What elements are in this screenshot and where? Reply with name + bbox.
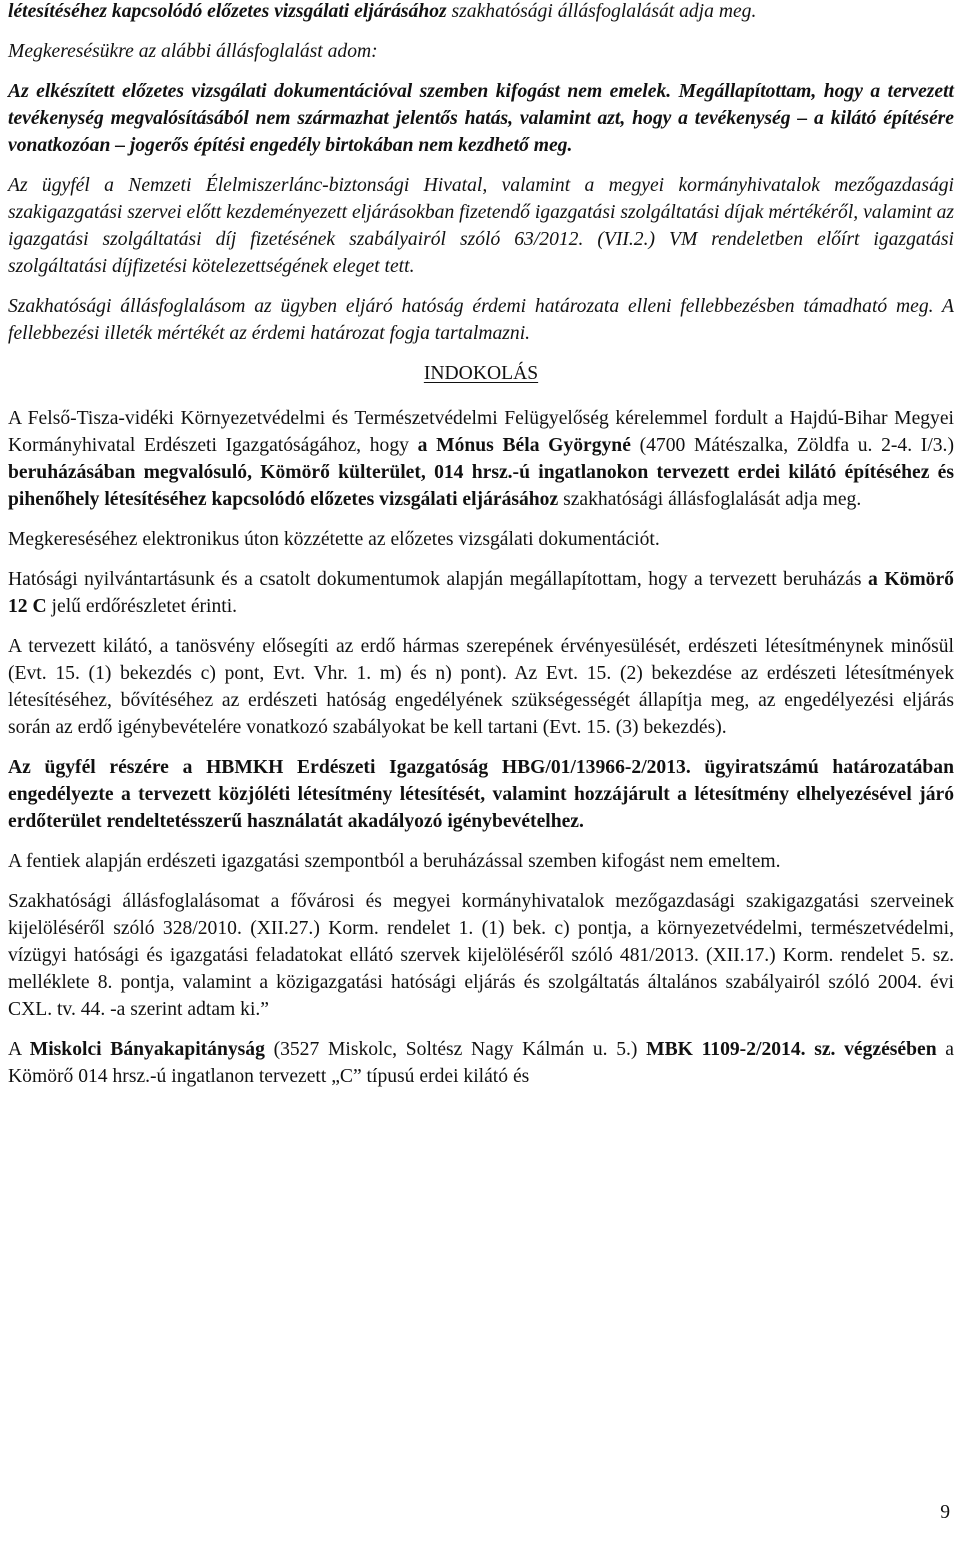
paragraph-decision: Az elkészített előzetes vizsgálati dokumentációval szemben kifogást nem emelek. Megállapítottam, hogy a tervezett tevékenység megvalósításából nem származhat jelentős hatás, valamint azt, hogy a tevékenység – a kilátó építésére vonatkozóan – jogerős építési engedély birtokában nem kezdhető meg.	[8, 81, 954, 156]
paragraph-authority: Szakhatósági állásfoglalásomat a fővárosi és megyei kormányhivatalok mezőgazdasági szakigazgatási szerveinek kijelöléséről szóló 328/2010. (XII.27.) Korm. rendelet 1. (1) bek. c) pontja, a környezetvédelmi, természetvédelmi, vízügyi hatósági és igazgatási feladatokat ellátó szervek kijelöléséről szóló 481/2013. (XII.17.) Korm. rendelet 5. sz. melléklete 8. pontja, valamint a közigazgatási hatósági eljárás és szolgáltatás általános szabályairól szóló 2004. évi CXL. tv. 44. -a szerint adtam ki.”	[8, 891, 954, 1020]
paragraph-mining-office	[8, 1036, 954, 1090]
mining-office-name: Miskolci Bányakapitányság	[29, 1039, 265, 1060]
paragraph-legal-basis: A tervezett kilátó, a tanösvény elősegíti az erdő hármas szerepének érvényesülését, erdészeti létesítménynek minősül (Evt. 15. (1) bekezdés c) pont, Evt. Vhr. 1. m) és n) pont). Az Evt. 15. (2) bekezdése az erdészeti létesítmények létesítéséhez, bővítéséhez az erdészeti hatóság engedélyének szükségességét állapítja meg, az engedélyezési eljárás során az erdő igénybevételére vonatkozó szabályokat be kell tartani (Evt. 15. (3) bekezdés).	[8, 636, 954, 738]
client-name: a Mónus Béla Györgyné	[417, 435, 631, 456]
mining-text-2: a Kömörő 014 hrsz.-ú ingatlanon tervezett „C” típusú erdei kilátó és	[8, 1039, 954, 1087]
paragraph-permit: Az ügyfél részére a HBMKH Erdészeti Igazgatóság HBG/01/13966-2/2013. ügyiratszámú határozatában engedélyezte a tervezett közjóléti létesítmény létesítését, valamint hozzájárult a létesítmény elhelyezésével járó erdőterület rendeltetésszerű használatát akadályozó igénybevételhez.	[8, 757, 954, 832]
paragraph-background	[8, 405, 954, 513]
paragraph-request-continuation	[8, 0, 954, 25]
section-heading	[8, 360, 954, 387]
paragraph-fee: Az ügyfél a Nemzeti Élelmiszerlánc-biztonsági Hivatal, valamint a megyei kormányhivatalok mezőgazdasági szakigazgatási szervei előtt kezdeményezett eljárásokban fizetendő igazgatási szolgáltatási díjak mértékéről, valamint az igazgatási szolgáltatási díj fizetésének szabályairól szóló 63/2012. (VII.2.) VM rendeletben előírt igazgatási szolgáltatási díjfizetési kötelezettségének eleget tett.	[8, 175, 954, 277]
project-description: beruházásában megvalósuló, Kömörő külterület, 014 hrsz.-ú ingatlanokon tervezett erdei kilátó építéséhez és pihenőhely létesítéséhez kapcsolódó előzetes vizsgálati eljárásához	[8, 462, 954, 510]
client-address: (4700 Mátészalka, Zöldfa u. 2-4. I/3.)	[630, 435, 954, 456]
background-text-1: A Felső-Tisza-vidéki Környezetvédelmi és Természetvédelmi Felügyelőség kérelemmel fordult a Hajdú-Bihar Megyei Kormányhivatal Erdészeti Igazgatóságához, hogy	[8, 408, 954, 456]
paragraph-registry	[8, 566, 954, 620]
mining-order-reference: MBK 1109-2/2014. sz. végzésében	[646, 1039, 937, 1060]
mining-text-1: A	[8, 1039, 30, 1060]
request-text: szakhatósági állásfoglalását adja meg.	[446, 1, 757, 22]
document-page	[8, 0, 954, 1103]
page-number: 9	[940, 1502, 950, 1523]
paragraph-publication: Megkereséséhez elektronikus úton közzétette az előzetes vizsgálati dokumentációt.	[8, 529, 660, 550]
forest-subcompartment: a Kömörő 12 C	[8, 569, 954, 617]
procedure-reference: létesítéséhez kapcsolódó előzetes vizsgálati eljárásához	[8, 1, 447, 22]
paragraph-conclusion: A fentiek alapján erdészeti igazgatási szempontból a beruházással szemben kifogást nem emeltem.	[8, 851, 781, 872]
registry-text-1: Hatósági nyilvántartásunk és a csatolt dokumentumok alapján megállapítottam, hogy a tervezett beruházás	[8, 569, 869, 590]
background-text-2: szakhatósági állásfoglalását adja meg.	[558, 489, 862, 510]
paragraph-appeal: Szakhatósági állásfoglalásom az ügyben eljáró hatóság érdemi határozata elleni fellebbezésben támadható meg. A fellebbezési illeték mértékét az érdemi határozat fogja tartalmazni.	[8, 296, 954, 344]
registry-text-2: jelű erdőrészletet érinti.	[46, 596, 238, 617]
paragraph-intro: Megkeresésükre az alábbi állásfoglalást adom:	[8, 41, 378, 62]
mining-office-address: (3527 Miskolc, Soltész Nagy Kálmán u. 5.)	[264, 1039, 647, 1060]
heading-text: INDOKOLÁS	[423, 363, 539, 384]
